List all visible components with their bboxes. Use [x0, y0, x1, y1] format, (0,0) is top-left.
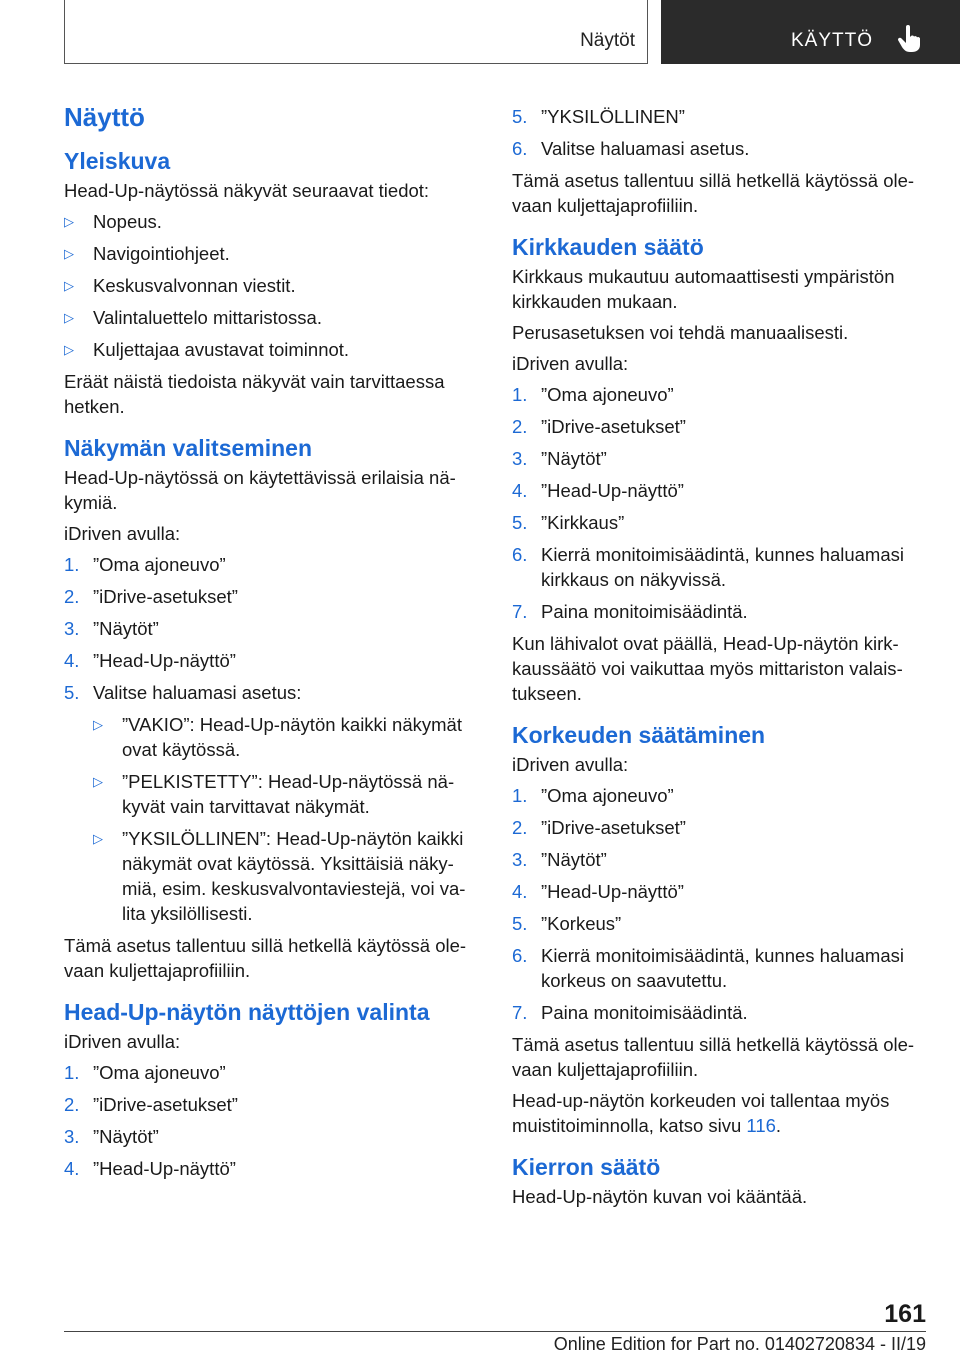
brightness-p2: Perusasetuksen voi tehdä manuaalisesti. [512, 322, 849, 343]
list-item: 6. Kierrä monitoimisäädintä, kunnes haluamasi kirkkaus on näkyvissä. [512, 544, 904, 590]
list-item: 5. ”YKSILÖLLINEN” [512, 106, 685, 127]
list-item: 3. ”Näytöt” [512, 849, 607, 870]
list-item: 1. ”Oma ajoneuvo” [512, 785, 674, 806]
brightness-p1: Kirkkaus mukautuu automaattisesti ympäristön kirkkauden mukaan. [512, 266, 895, 312]
list-item: ▷ ”YKSILÖLLINEN”: Head-Up-näytön kaikki näkymät ovat käytössä. Yksittäisiä näkymiä, esim. keskusvalvontaviestejä, voi valita yksilöllisesti. [93, 828, 466, 924]
heading-brightness: Kirkkauden säätö [512, 234, 704, 260]
view-intro: Head-Up-näytössä on käytettävissä erilaisia näkymiä. [64, 467, 456, 513]
height-note: Tämä asetus tallentuu sillä hetkellä käytössä olevaan kuljettajaprofiiliin. [512, 1034, 915, 1080]
header-box [64, 0, 648, 64]
list-item: 5. ”Kirkkaus” [512, 512, 625, 533]
list-item: 5. ”Korkeus” [512, 913, 622, 934]
list-item: ▷ Valintaluettelo mittaristossa. [64, 307, 322, 328]
list-item: 2. ”iDrive-asetukset” [512, 817, 686, 838]
page-title: Näyttö [64, 102, 145, 132]
list-item: 2. ”iDrive-asetukset” [64, 1094, 238, 1115]
list-item: 2. ”iDrive-asetukset” [512, 416, 686, 437]
brightness-via: iDriven avulla: [512, 353, 629, 374]
triangle-bullet-icon: ▷ [93, 717, 103, 732]
continued-note: Tämä asetus tallentuu sillä hetkellä käytössä olevaan kuljettajaprofiiliin. [512, 170, 915, 216]
list-item: 7. Paina monitoimisäädintä. [512, 1002, 748, 1023]
list-item: ▷ Keskusvalvonnan viestit. [64, 275, 296, 296]
triangle-bullet-icon: ▷ [64, 214, 74, 229]
triangle-bullet-icon: ▷ [64, 342, 74, 357]
continued-steps [512, 104, 928, 161]
footer-edition: Online Edition for Part no. 01402720834 - II/19 [553, 1334, 926, 1354]
list-item: 1. ”Oma ajoneuvo” [64, 1062, 226, 1083]
overview-note: Eräät näistä tiedoista näkyvät vain tarvittaessa hetken. [64, 371, 445, 417]
right-column [512, 100, 928, 1215]
list-item: ▷ ”VAKIO”: Head-Up-näytön kaikki näkymät ovat käytössä. [93, 714, 462, 760]
list-item: 2. ”iDrive-asetukset” [64, 586, 238, 607]
rotation-p1: Head-Up-näytön kuvan voi kääntää. [512, 1186, 808, 1207]
list-item: ▷ Navigointiohjeet. [64, 243, 230, 264]
heading-overview: Yleiskuva [64, 148, 171, 174]
triangle-bullet-icon: ▷ [93, 774, 103, 789]
list-item: 4. ”Head-Up-näyttö” [64, 650, 236, 671]
displays-steps [64, 1060, 480, 1181]
height-steps [512, 783, 928, 1025]
overview-list [64, 209, 480, 362]
page-number: 161 [884, 1300, 926, 1328]
view-note: Tämä asetus tallentuu sillä hetkellä käytössä olevaan kuljettajaprofiiliin. [64, 935, 467, 981]
list-item: 5. Valitse haluamasi asetus: ▷ ”VAKIO”: Head-Up-näytön kaikki näkymät ovat käytössä. ▷ ”PELKISTETTY”: Head-Up-näytössä näkyvät vain tarvittavat näkymät. ▷ ”YKSILÖLLINEN”: Head-Up-näytön kaikki näkymät ovat käytössä. Yksittäisiä näkymiä, esim. keskusvalvontaviestejä, voi valita yksilöllisesti. [64, 680, 480, 926]
brightness-steps [512, 382, 928, 624]
heading-display-selection: Head-Up-näytön näyttöjen valinta [64, 999, 430, 1025]
list-item: ▷ Kuljettajaa avustavat toiminnot. [64, 339, 350, 360]
footer-divider [64, 1331, 926, 1332]
brightness-note: Kun lähivalot ovat päällä, Head-Up-näytön kirkkaussäätö voi vaikuttaa myös mittariston valaistukseen. [512, 633, 903, 704]
triangle-bullet-icon: ▷ [93, 831, 103, 846]
view-options-list [93, 712, 480, 926]
heading-view-selection: Näkymän valitseminen [64, 435, 313, 461]
list-item: 4. ”Head-Up-näyttö” [512, 480, 684, 501]
list-item: 7. Paina monitoimisäädintä. [512, 601, 748, 622]
list-item: 6. Valitse haluamasi asetus. [512, 138, 750, 159]
list-item: 3. ”Näytöt” [64, 1126, 159, 1147]
hand-pointer-icon [895, 24, 925, 54]
view-via: iDriven avulla: [64, 523, 181, 544]
triangle-bullet-icon: ▷ [64, 310, 74, 325]
triangle-bullet-icon: ▷ [64, 278, 74, 293]
heading-rotation: Kierron säätö [512, 1154, 661, 1180]
displays-via: iDriven avulla: [64, 1031, 181, 1052]
left-column [64, 100, 480, 1188]
height-via: iDriven avulla: [512, 754, 629, 775]
list-item: 4. ”Head-Up-näyttö” [64, 1158, 236, 1179]
list-item: 1. ”Oma ajoneuvo” [64, 554, 226, 575]
list-item: 6. Kierrä monitoimisäädintä, kunnes haluamasi korkeus on saavutettu. [512, 945, 904, 991]
overview-intro: Head-Up-näytössä näkyvät seuraavat tiedot: [64, 180, 430, 201]
list-item: 4. ”Head-Up-näyttö” [512, 881, 684, 902]
header-chapter-label: KÄYTTÖ [791, 30, 874, 51]
view-steps [64, 552, 480, 926]
heading-height: Korkeuden säätäminen [512, 722, 766, 748]
height-memory: Head-up-näytön korkeuden voi tallentaa myös muistitoiminnolla, katso sivu 116. [512, 1090, 890, 1136]
list-item: 1. ”Oma ajoneuvo” [512, 384, 674, 405]
list-item: ▷ ”PELKISTETTY”: Head-Up-näytössä näkyvät vain tarvittavat näkymät. [93, 771, 455, 817]
page-link[interactable]: 116 [746, 1115, 776, 1136]
list-item: ▷ Nopeus. [64, 211, 162, 232]
header-chapter-tab[interactable] [661, 0, 960, 64]
header-section-title: Näytöt [580, 30, 635, 51]
triangle-bullet-icon: ▷ [64, 246, 74, 261]
list-item: 3. ”Näytöt” [64, 618, 159, 639]
list-item: 3. ”Näytöt” [512, 448, 607, 469]
